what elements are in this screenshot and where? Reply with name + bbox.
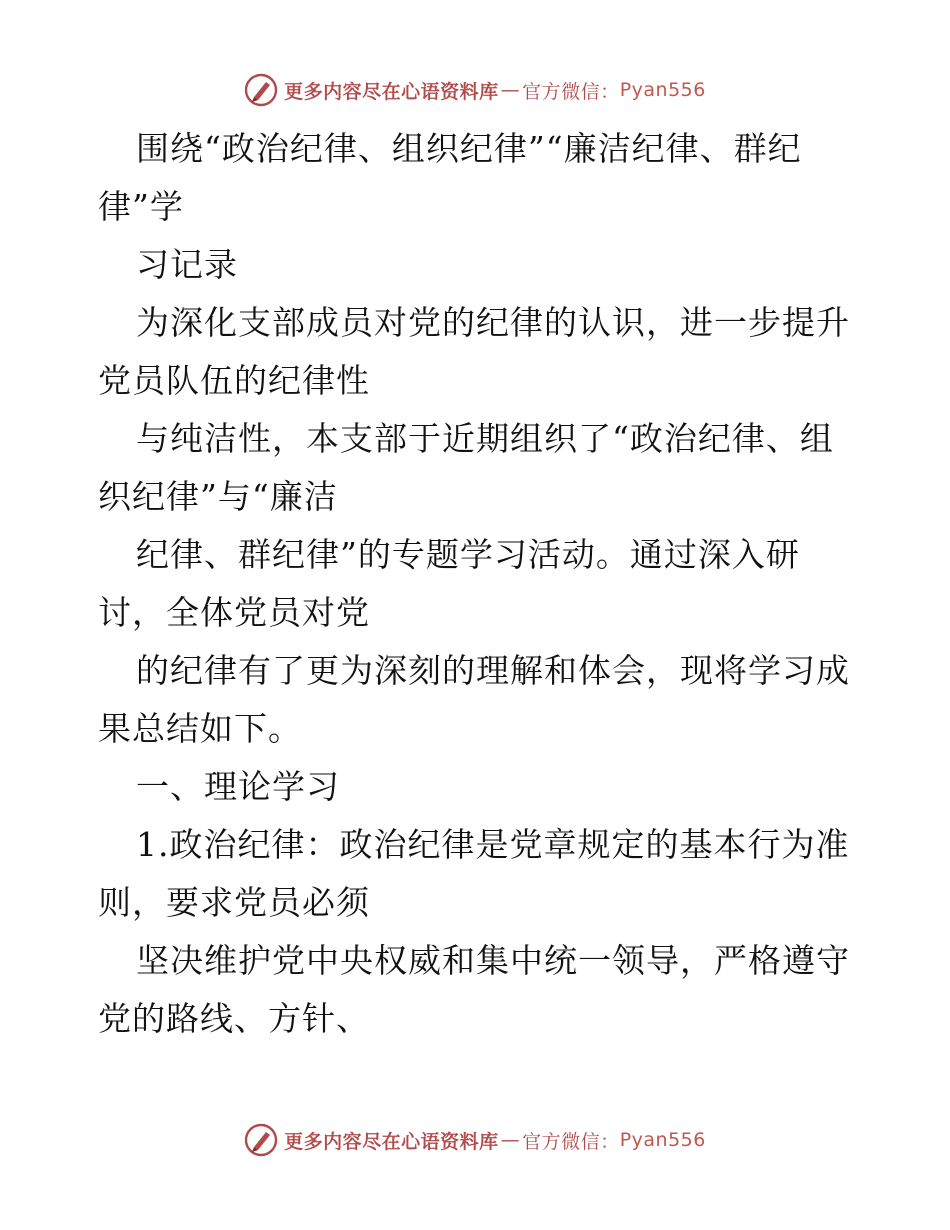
doc-paragraph: 为深化支部成员对党的纪律的认识，进一步提升党员队伍的纪律性 bbox=[98, 303, 850, 400]
doc-paragraph: 1.政治纪律：政治纪律是党章规定的基本行为准则，要求党员必须 bbox=[98, 825, 850, 922]
watermark-contact-id: Pyan556 bbox=[619, 1129, 706, 1151]
doc-paragraph: 与纯洁性，本支部于近期组织了“政治纪律、组织纪律”与“廉洁 bbox=[98, 419, 834, 516]
doc-title-line-2: 习记录 bbox=[136, 245, 238, 284]
watermark-separator: — bbox=[500, 79, 521, 101]
header-watermark bbox=[0, 72, 950, 108]
watermark-contact-id: Pyan556 bbox=[619, 79, 706, 101]
watermark-separator: — bbox=[500, 1129, 521, 1151]
pen-logo-icon bbox=[244, 73, 278, 107]
doc-title-line-1: 围绕“政治纪律、组织纪律”“廉洁纪律、群纪律”学 bbox=[98, 129, 802, 226]
document-body bbox=[98, 120, 858, 1048]
watermark-site-text: 更多内容尽在心语资料库 bbox=[284, 1130, 499, 1153]
doc-paragraph: 的纪律有了更为深刻的理解和体会，现将学习成果总结如下。 bbox=[98, 651, 850, 748]
watermark-site-text: 更多内容尽在心语资料库 bbox=[284, 80, 499, 103]
doc-paragraph: 坚决维护党中央权威和集中统一领导，严格遵守党的路线、方针、 bbox=[98, 941, 850, 1038]
doc-paragraph: 纪律、群纪律”的专题学习活动。通过深入研讨，全体党员对党 bbox=[98, 535, 800, 632]
pen-logo-icon bbox=[244, 1123, 278, 1157]
footer-watermark bbox=[0, 1122, 950, 1158]
watermark-contact-label: 官方微信： bbox=[522, 1130, 620, 1153]
watermark-contact-label: 官方微信： bbox=[522, 80, 620, 103]
section-heading: 一、理论学习 bbox=[136, 767, 340, 806]
